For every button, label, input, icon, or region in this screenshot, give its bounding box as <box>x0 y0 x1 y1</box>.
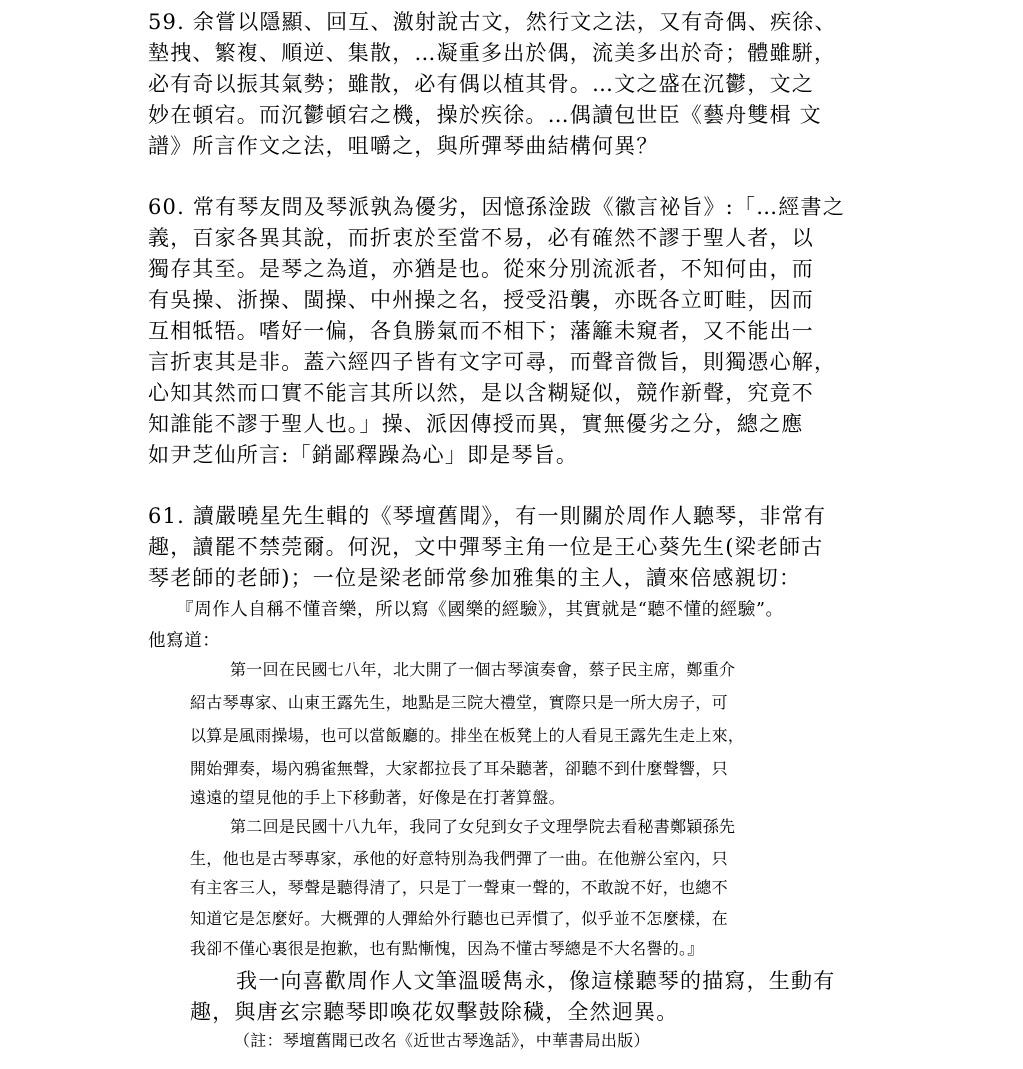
quote-intro-line: 他寫道： <box>148 631 221 651</box>
closing-line: 我一向喜歡周作人文筆溫暖雋永，像這樣聽琴的描寫，生動有 <box>236 969 836 993</box>
text-line: 言折衷其是非。蓋六經四子皆有文字可尋，而聲音微旨，則獨憑心解， <box>148 350 837 374</box>
text-line: 互相牴牾。嗜好一偏，各負勝氣而不相下；藩籬未窺者，又不能出一 <box>148 319 814 343</box>
quote-line: 遠遠的望見他的手上下移動著，好像是在打著算盤。 <box>190 788 565 807</box>
quote-line: 生，他也是古琴專家，承他的好意特別為我們彈了一曲。在他辦公室內，只 <box>190 849 728 868</box>
text-line: 琴老師的老師)；一位是梁老師常參加雅集的主人，讀來倍感親切： <box>148 566 802 590</box>
text-line: 59. 余嘗以隱顯、回互、激射說古文，然行文之法，又有奇偶、疾徐、 <box>148 10 837 34</box>
quote-line: 第二回是民國十八九年，我同了女兒到女子文理學院去看秘書鄭穎孫先 <box>230 817 736 836</box>
quote-line: 紹古琴專家、山東王露先生，地點是三院大禮堂，實際只是一所大房子，可 <box>190 693 728 712</box>
closing-line: 趣，與唐玄宗聽琴即喚花奴擊鼓除穢，全然迥異。 <box>190 1000 679 1024</box>
footnote: （註：琴壇舊聞已改名《近世古琴逸話》，中華書局出版） <box>234 1031 650 1050</box>
quote-line: 以算是風雨操場，也可以當飯廳的。排坐在板凳上的人看見王露先生走上來， <box>190 726 745 745</box>
quote-line: 有主客三人，琴聲是聽得清了，只是丁一聲東一聲的，不敢說不好，也總不 <box>190 878 728 897</box>
quote-line: 我卻不僅心裏很是抱歉，也有點慚愧，因為不懂古琴總是不大名譽的。』 <box>190 939 704 958</box>
text-line: 知誰能不謬于聖人也。」操、派因傳授而異，實無優劣之分，總之應 <box>148 412 804 436</box>
text-line: 60. 常有琴友問及琴派孰為優劣，因憶孫淦跋《徽言祕旨》:「…經書之 <box>148 195 845 219</box>
text-line: 61. 讀嚴曉星先生輯的《琴壇舊聞》，有一則關於周作人聽琴，非常有 <box>148 504 827 528</box>
text-line: 必有奇以振其氣勢；雖散，必有偶以植其骨。…文之盛在沉鬱，文之 <box>148 72 814 96</box>
text-line: 如尹芝仙所言:「銷鄙釋躁為心」即是琴旨。 <box>148 443 579 467</box>
text-line: 心知其然而口實不能言其所以然，是以含糊疑似，競作新聲，究竟不 <box>148 381 814 405</box>
text-line: 妙在頓宕。而沉鬱頓宕之機，操於疾徐。…偶讀包世臣《藝舟雙楫 文 <box>148 103 822 127</box>
text-line: 義，百家各異其說，而折衷於至當不易，必有確然不謬于聖人者，以 <box>148 226 814 250</box>
text-line: 譜》所言作文之法，咀嚼之，與所彈琴曲結構何異？ <box>148 134 659 158</box>
text-line: 墊拽、繁複、順逆、集散，…凝重多出於偶，流美多出於奇；體雖駢， <box>148 41 837 65</box>
quote-line: 知道它是怎麼好。大概彈的人彈給外行聽也已弄慣了，似乎並不怎麼樣，在 <box>190 909 728 928</box>
quote-intro-line: 『周作人自稱不懂音樂，所以寫《國樂的經驗》，其實就是“聽不懂的經驗”。 <box>176 600 784 620</box>
text-line: 獨存其至。是琴之為道，亦猶是也。從來分別流派者，不知何由，而 <box>148 257 814 281</box>
text-line: 有吳操、浙操、閩操、中州操之名，授受沿襲，亦既各立町畦，因而 <box>148 288 814 312</box>
text-line: 趣，讀罷不禁莞爾。何況，文中彈琴主角一位是王心葵先生(梁老師古 <box>148 535 824 559</box>
quote-line: 第一回在民國七八年，北大開了一個古琴演奏會，蔡子民主席，鄭重介 <box>230 660 736 679</box>
quote-line: 開始彈奏，場內鴉雀無聲，大家都拉長了耳朵聽著，卻聽不到什麼聲響，只 <box>190 759 728 778</box>
